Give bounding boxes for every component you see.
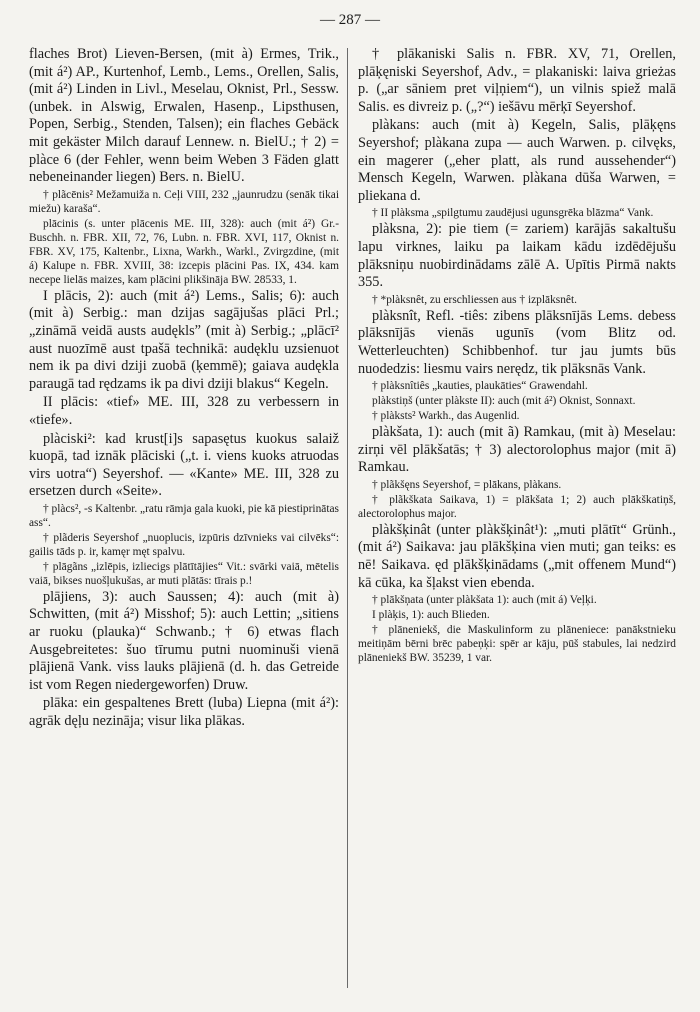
dictionary-entry: plācinis (s. unter plācenis ME. III, 328): auch (mit á²) Gr.-Buschh. n. FBR. XII, 72, 76, Lubn. n. FBR. XVI, 117, Oknist n. FBR. XV, 175, Kaltenbr., Lixna, Warkh., Warkl., Zvirgzdine, (mit á) Kalupe n. FBR. XVIII, 38: izcepis plācini Pas. IX, 434. kam necepe lielās maizes, kam plācini plikšināja BW. 28533, 1. [29, 217, 339, 286]
dictionary-entry: plājiens, 3): auch Saussen; 4): auch (mit à) Schwitten, (mit á²) Misshof; 5): auch Lettin; „sitiens ar ruoku (plauka)“ Schwanb.; † 6) etwas flach Ausgebreitetes: šuo tīrumu putni nuominuši vienā plājienā Vank. viss lauks plājienā (d. h. das Getreide ist vom Regen niedergeworfen) Druw. [29, 588, 339, 693]
dictionary-entry: plàksna, 2): pie tiem (= zariem) karājās sakaltušu lapu virknes, laiku pa laikam kādu izdēdējušu plāksniņu nuobirdinādams zālē A. Upītis Pirmā nakts 355. [358, 221, 676, 291]
dictionary-entry: † plākšņata (unter plàkšata 1): auch (mit á) Veļķi. [372, 594, 597, 607]
dictionary-entry: † plãkškata Saikava, 1) = plākšata 1; 2) auch plākškatiņš, alectorolophus major. [358, 493, 676, 520]
dictionary-entry: plàkšata, 1): auch (mit ã) Ramkau, (mit à) Meselau: zirņi vēl plākšatās; † 3) alectorolophus major (mit ā) Ramkau. [358, 424, 676, 476]
dictionary-entry: plāka: ein gespaltenes Brett (luba) Liepna (mit á²): agrāk dęļu nezināja; visur lika plākas. [29, 695, 339, 730]
dictionary-entry: † plàcs², -s Kaltenbr. „ratu rāmja gala kuoki, pie kā piestiprinātas ass“. [29, 502, 339, 529]
dictionary-entry: plàksnît, Refl. -tiês: zibens plāksnījās Lems. debess plāksnījās vienās ugunīs (vom Blitz od. Wetterleuchten) Schibbenhof. tur jau jumts būs nuodedzis: liesmu vairs nerędz, tik plāksnās Vank. [358, 307, 676, 377]
page-number: — 287 — [320, 12, 380, 28]
dictionary-entry: † plàksts² Warkh., das Augenlid. [372, 410, 520, 423]
dictionary-entry: † II plàksma „spilgtumu zaudējusi ugunsgrēka blāzma“ Vank. [372, 207, 654, 220]
dictionary-entry: † plāneniekš, die Maskulinform zu plāneniece: panākstnieku meitiņām bērni brēc pabeņķi: spēr ar kāju, pūš stabules, lai nedzird plāneniekš BW. 35239, 1 var. [358, 624, 676, 665]
right-column [358, 46, 676, 666]
dictionary-entry: I plācis, 2): auch (mit á²) Lems., Salis; 6): auch (mit à) Serbig.: man dzijas sagājušas plāci Prl.; „zināmā veidā austs audęklsˮ (mit à) Serbig.; „plācī² aust nuozīmē aust tpašā technikā: audęklu uzsienuot nem ik pa divi dziji zuobā (ķemmē); gaiava audękla paraugā tad rędzams ik pa divi dziji blakus“ Kegeln. [29, 287, 339, 392]
dictionary-entry: I plàķis, 1): auch Blieden. [372, 609, 490, 622]
dictionary-entry: † plãcēnis² Mežamuiža n. Ceļi VIII, 232 „jaunrudzu (senāk tikai miežu) karaša“. [29, 188, 339, 215]
dictionary-entry: flaches Brot) Lieven-Bersen, (mit à) Ermes, Trik., (mit á²) AP., Kurtenhof, Lemb., Lems., Orellen, Salis, (mit á²) Linden in Livl., Meselau, Oknist, Prl., Sessw. (unbek. in Alswig, Erwalen, Hasenp., Lipsthusen, Popen, Serbig., Stenden, Talsen); ein flaches Gebäck mit gekäster Milch darauf Lennew. n. BielU.; † 2) = plàce 6 (der Fehler, wenn beim Weben 3 Fäden glatt nebeneinander liegen) Bers. n. BielU. [29, 46, 339, 186]
dictionary-entry: II plācis: «tief» ME. III, 328 zu verbessern in «tiefe». [29, 394, 339, 428]
left-column [29, 46, 339, 732]
dictionary-entry: † plàksnîtiês „kauties, plaukāties“ Grawendahl. [372, 380, 588, 393]
dictionary-entry: † *plàksnêt, zu erschliessen aus † izplāksnêt. [372, 293, 577, 306]
dictionary-entry: plàkstiņš (unter plàkste II): auch (mit á²) Oknist, Sonnaxt. [372, 395, 636, 408]
column-divider [347, 48, 348, 988]
dictionary-entry: † plākaniski Salis n. FBR. XV, 71, Orellen, plāķęniski Seyershof, Adv., = plakaniski: laiva grieżas p. („ar sāniem pret viļņiem“), un vilnis spiež malā Salis. es divreiz p. („?“) iešāvu mērķī Seyershof. [358, 46, 676, 115]
dictionary-entry: † plāgãns „izlēpis, izliecigs plātītājies“ Vit.: svārki vaiā, mētelis vaiā, bikses nuošļukušas, ar muti plātās: tīrais p.! [29, 560, 339, 587]
dictionary-entry: † plãkšęns Seyershof, = plākans, plàkans. [372, 478, 562, 491]
dictionary-entry: plàkšķinât (unter plàkšķinât¹): „muti plātīt“ Grünh., (mit á²) Saikava: jau plākšķina vien muti; gan teiks: es nē! Saikava. ęd plākšķinādams („mit offenem Mund“) kā cūka, ka šļakst vien ebenda. [358, 521, 676, 591]
dictionary-entry: † plãderis Seyershof „nuoplucis, izpūris dzīvnieks vai cilvēks“: gailis tāds p. ir, kamęr męt spalvu. [29, 531, 339, 558]
dictionary-entry: plàkans: auch (mit à) Kegeln, Salis, plāķęns Seyershof; plàkana zupa — auch Warwen. p. cilvęks, ein magerer („eher platt, als rund aussehender“) Mensch Kegeln, Warwen. plàkana dūša Warwen, = pliekana d. [358, 117, 676, 204]
dictionary-entry: plàciski²: kad krust[i]s sapasętus kuokus salaiž kuopā, tad iznāk plāciski („t. i. viens kuoks atruodas virs uotra“) Seyershof. — «Kante» ME. III, 328 zu ersetzen durch «Seite». [29, 430, 339, 500]
